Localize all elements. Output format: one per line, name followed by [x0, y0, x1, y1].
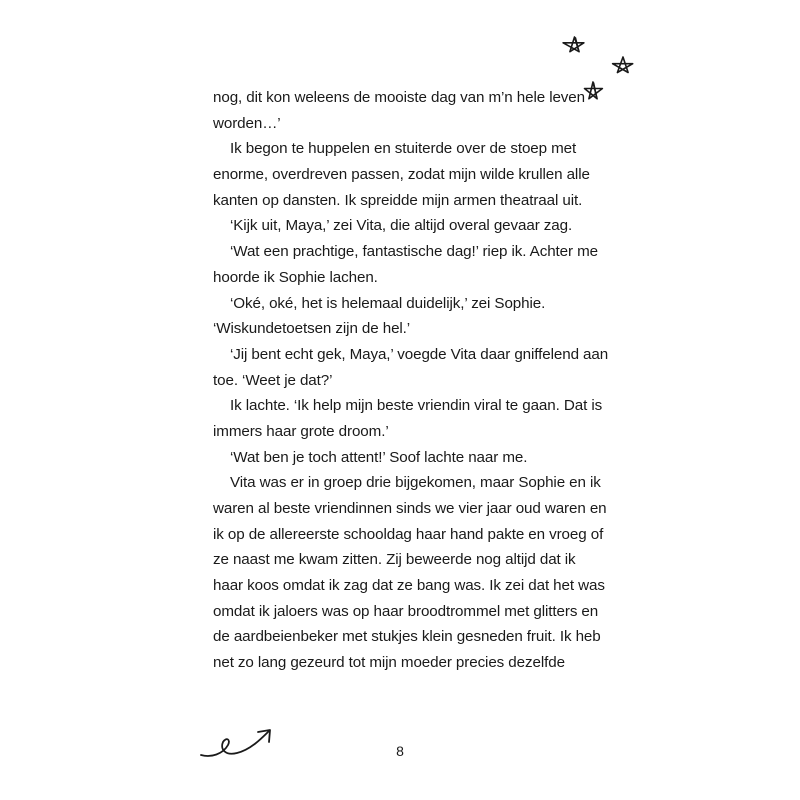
text-line: toe. ‘Weet je dat?’: [213, 371, 333, 389]
paragraph-start-line: Ik begon te huppelen en stuiterde over de stoep met: [230, 140, 577, 158]
body-text: [213, 85, 613, 676]
text-line: hoorde ik Sophie lachen.: [213, 268, 378, 286]
paragraph-start-line: ‘Kijk uit, Maya,’ zei Vita, die altijd overal gevaar zag.: [230, 217, 573, 235]
text-line: ‘Wiskundetoetsen zijn de hel.’: [213, 320, 411, 338]
text-line: nog, dit kon weleens de mooiste dag van m’n hele leven: [213, 89, 585, 106]
paragraph-start-line: Vita was er in groep drie bijgekomen, maar Sophie en ik: [230, 474, 601, 492]
doodle-curly-arrow-icon: [195, 725, 285, 780]
text-line: haar koos omdat ik zag dat ze bang was. Ik zei dat het was: [213, 577, 605, 595]
paragraph-start-line: Ik lachte. ‘Ik help mijn beste vriendin viral te gaan. Dat is: [230, 397, 603, 415]
text-line: net zo lang gezeurd tot mijn moeder precies dezelfde: [213, 654, 565, 672]
text-line: worden…’: [213, 114, 281, 132]
text-line: ze naast me kwam zitten. Zij beweerde nog altijd dat ik: [213, 551, 576, 569]
text-line: immers haar grote droom.’: [213, 422, 389, 440]
text-line: enorme, overdreven passen, zodat mijn wilde krullen alle: [213, 166, 590, 184]
page-number: 8: [396, 743, 404, 759]
paragraph-start-line: ‘Jij bent echt gek, Maya,’ voegde Vita daar gniffelend aan: [230, 345, 609, 363]
text-line: waren al beste vriendinnen sinds we vier jaar oud waren en: [213, 500, 607, 517]
text-line: ik op de allereerste schooldag haar hand pakte en vroeg of: [213, 525, 604, 543]
paragraph-start-line: ‘Wat ben je toch attent!’ Soof lachte naar me.: [230, 448, 528, 466]
text-line: kanten op dansten. Ik spreidde mijn armen theatraal uit.: [213, 191, 583, 209]
text-line: omdat ik jaloers was op haar broodtrommel met glitters en: [213, 602, 599, 620]
paragraph-start-line: ‘Oké, oké, het is helemaal duidelijk,’ zei Sophie.: [230, 294, 546, 312]
text-line: de aardbeienbeker met stukjes klein gesneden fruit. Ik heb: [213, 628, 601, 646]
paragraph-start-line: ‘Wat een prachtige, fantastische dag!’ riep ik. Achter me: [230, 243, 598, 261]
